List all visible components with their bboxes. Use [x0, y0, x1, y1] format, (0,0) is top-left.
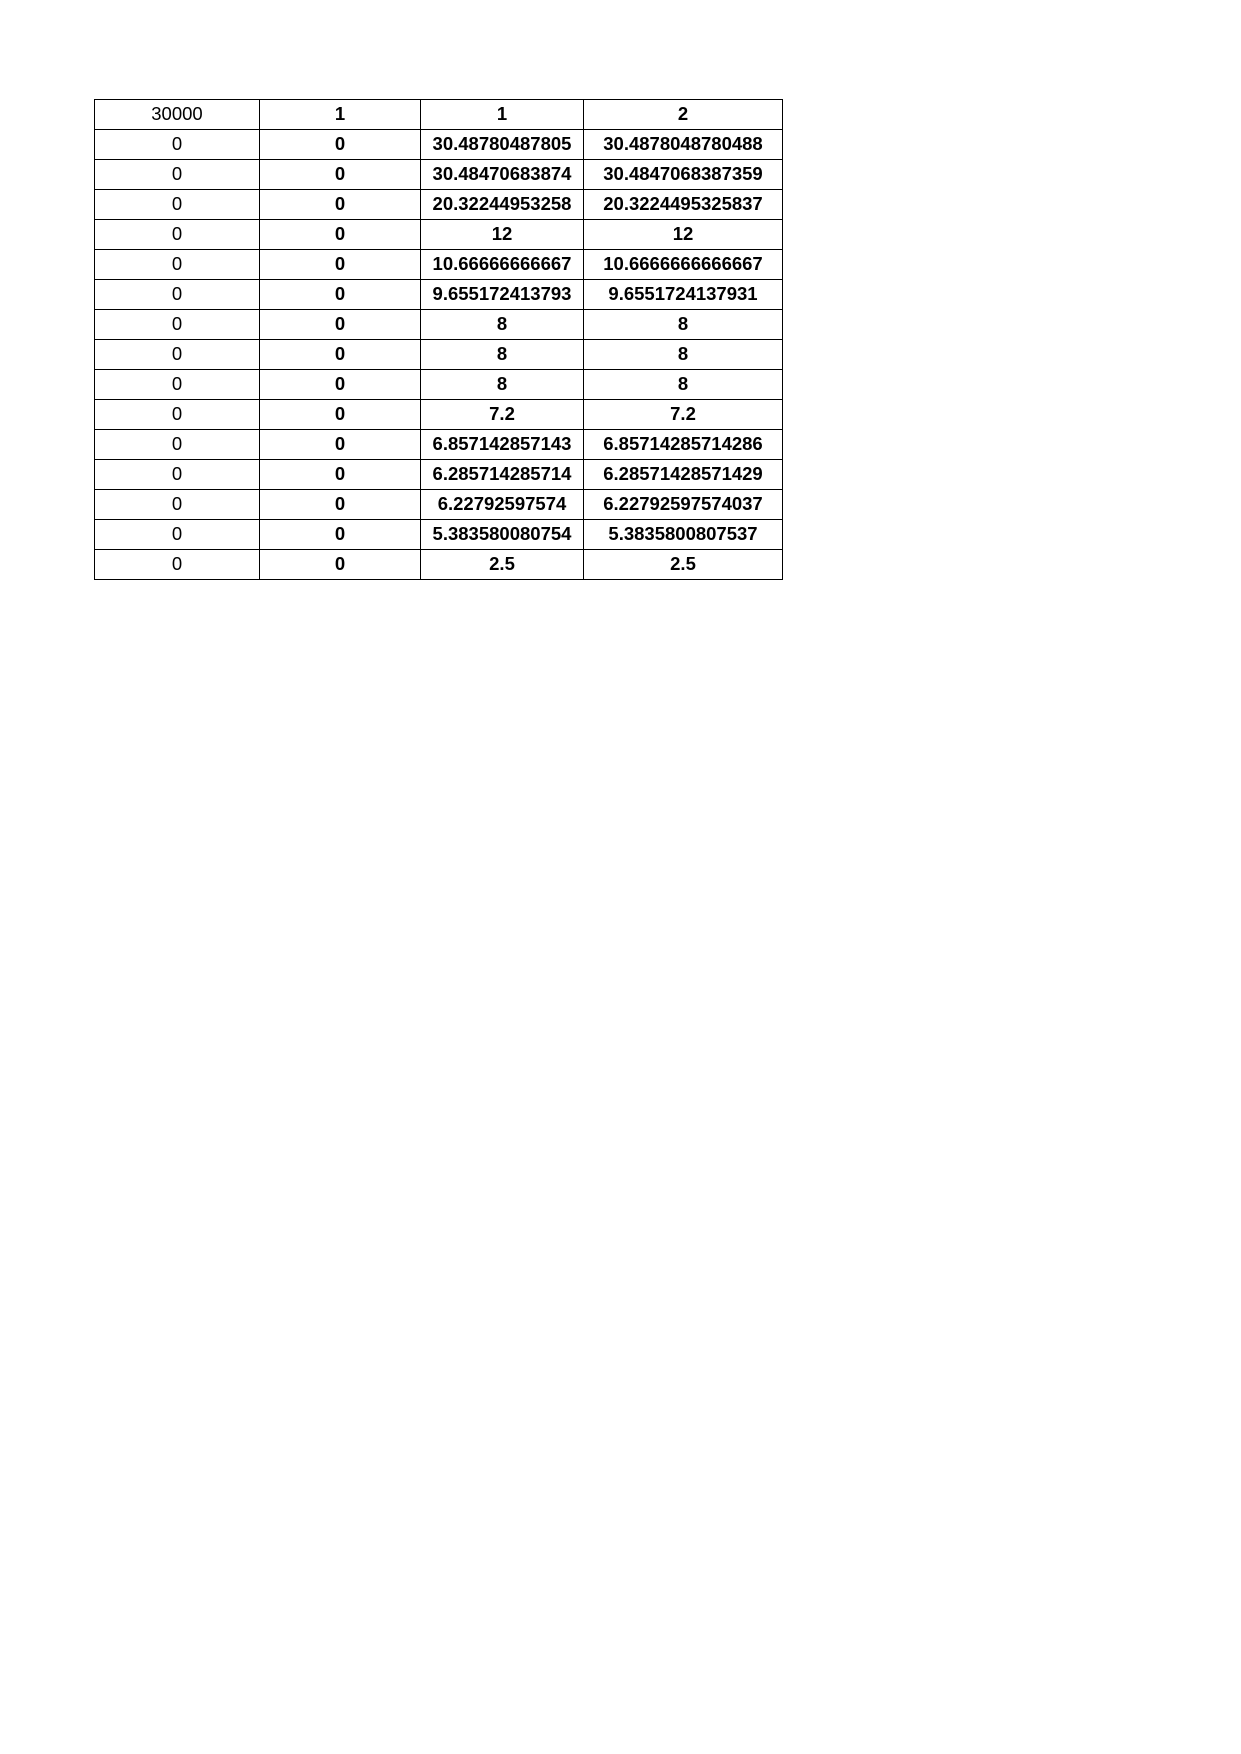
- table-cell: 0: [260, 130, 421, 160]
- table-cell: 0: [260, 370, 421, 400]
- table-container: [94, 99, 783, 580]
- table-cell: 0: [95, 250, 260, 280]
- table-cell: 0: [260, 310, 421, 340]
- table-cell: 30.48470683874: [421, 160, 584, 190]
- table-row: [95, 430, 783, 460]
- table-row: [95, 280, 783, 310]
- table-cell: 0: [95, 130, 260, 160]
- table-cell: 0: [260, 460, 421, 490]
- table-cell: 0: [95, 400, 260, 430]
- table-cell: 12: [584, 220, 783, 250]
- table-cell: 6.857142857143: [421, 430, 584, 460]
- table-cell: 6.22792597574037: [584, 490, 783, 520]
- table-row: [95, 520, 783, 550]
- table-cell: 6.85714285714286: [584, 430, 783, 460]
- table-row: [95, 490, 783, 520]
- table-cell: 0: [260, 550, 421, 580]
- table-cell: 6.28571428571429: [584, 460, 783, 490]
- table-cell: 0: [260, 520, 421, 550]
- table-row: [95, 310, 783, 340]
- table-cell: 8: [421, 310, 584, 340]
- table-row: [95, 220, 783, 250]
- table-cell: 9.6551724137931: [584, 280, 783, 310]
- table-cell: 1: [421, 100, 584, 130]
- table-cell: 0: [260, 190, 421, 220]
- table-cell: 0: [95, 190, 260, 220]
- table-cell: 0: [95, 460, 260, 490]
- table-cell: 0: [95, 310, 260, 340]
- table-cell: 0: [260, 250, 421, 280]
- table-cell: 30.4878048780488: [584, 130, 783, 160]
- table-cell: 30000: [95, 100, 260, 130]
- table-cell: 8: [584, 340, 783, 370]
- table-cell: 1: [260, 100, 421, 130]
- table-cell: 2.5: [584, 550, 783, 580]
- table-cell: 0: [95, 220, 260, 250]
- table-cell: 0: [260, 430, 421, 460]
- table-row: [95, 190, 783, 220]
- table-row: [95, 550, 783, 580]
- table-cell: 0: [95, 430, 260, 460]
- table-cell: 0: [95, 340, 260, 370]
- table-cell: 7.2: [584, 400, 783, 430]
- table-cell: 8: [584, 370, 783, 400]
- table-cell: 6.285714285714: [421, 460, 584, 490]
- table-cell: 6.22792597574: [421, 490, 584, 520]
- table-cell: 2: [584, 100, 783, 130]
- table-cell: 0: [95, 520, 260, 550]
- table-row: [95, 370, 783, 400]
- table-cell: 30.48780487805: [421, 130, 584, 160]
- table-cell: 0: [260, 220, 421, 250]
- table-cell: 0: [260, 280, 421, 310]
- table-cell: 0: [260, 400, 421, 430]
- table-cell: 0: [95, 550, 260, 580]
- table-cell: 8: [421, 370, 584, 400]
- table-cell: 0: [260, 340, 421, 370]
- table-cell: 8: [584, 310, 783, 340]
- table-cell: 0: [95, 160, 260, 190]
- table-cell: 9.655172413793: [421, 280, 584, 310]
- table-cell: 0: [95, 490, 260, 520]
- numeric-data-table: [94, 99, 783, 580]
- table-cell: 0: [260, 160, 421, 190]
- table-row: [95, 160, 783, 190]
- table-row: [95, 340, 783, 370]
- table-cell: 7.2: [421, 400, 584, 430]
- table-cell: 10.6666666666667: [584, 250, 783, 280]
- table-row: [95, 100, 783, 130]
- table-cell: 0: [95, 280, 260, 310]
- table-cell: 10.66666666667: [421, 250, 584, 280]
- table-row: [95, 250, 783, 280]
- table-cell: 5.3835800807537: [584, 520, 783, 550]
- table-body: [95, 100, 783, 580]
- table-row: [95, 130, 783, 160]
- table-row: [95, 460, 783, 490]
- table-cell: 5.383580080754: [421, 520, 584, 550]
- table-cell: 0: [95, 370, 260, 400]
- table-row: [95, 400, 783, 430]
- table-cell: 8: [421, 340, 584, 370]
- table-cell: 0: [260, 490, 421, 520]
- table-cell: 20.3224495325837: [584, 190, 783, 220]
- table-cell: 20.32244953258: [421, 190, 584, 220]
- table-cell: 30.4847068387359: [584, 160, 783, 190]
- table-cell: 12: [421, 220, 584, 250]
- table-cell: 2.5: [421, 550, 584, 580]
